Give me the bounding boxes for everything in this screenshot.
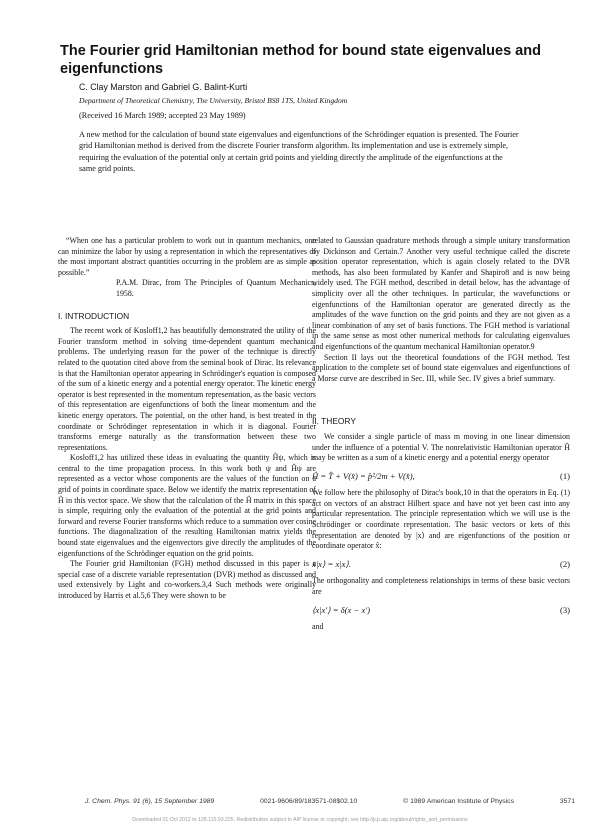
paragraph: We follow here the philosophy of Dirac's book,10 in that the operators in Eq. (1) act on vectors of an abstract Hilbert space and have not yet been cast into any particular representation. The principle representation which we will use is the Schrödinger or coordinate representation. The basic vectors or kets of this representation are denoted by |x⟩ and are eigenfunctions of the position or coordinate operator x̂:	[312, 488, 570, 551]
equation-2	[312, 559, 570, 570]
abstract: A new method for the calculation of bound state eigenvalues and eigenfunctions of the Schrödinger equation is presented. The Fourier grid Hamiltonian method is derived from the discrete Fourier transform algorithm. Its implementation and use is extremely simple, requiring the evaluation of the potential only at certain grid points and yielding directly the amplitude of the eigenfunctions at the same grid points.	[79, 130, 519, 173]
epigraph-quote: “When one has a particular problem to work out in quantum mechanics, one can minimize the labor by using a representation in which the representatives of the most important abstract quantities occurring in the problem are as simple as possible.”	[58, 236, 316, 277]
equation-1	[312, 471, 570, 482]
right-column	[312, 236, 570, 633]
epigraph-attribution: P.A.M. Dirac, from The Principles of Quantum Mechanics, 1958.	[116, 278, 316, 298]
equation-3-number: (3)	[559, 604, 570, 615]
equation-1-number: (1)	[559, 470, 570, 481]
paragraph: The Fourier grid Hamiltonian (FGH) method discussed in this paper is a special case of a discrete variable representation (DVR) method as discussed and used extensively by Light and co-workers.3,4 Such methods were originally introduced by Harris et al.5,6 They were shown to be	[58, 559, 316, 600]
paragraph: and	[312, 622, 324, 632]
paragraph: The recent work of Kosloff1,2 has beautifully demonstrated the utility of the Fourier transform method in solving time-dependent quantum mechanical problems. The underlying reason for the power of the technique is directly related to the quotation cited above from the seminal book of Dirac. Its relevance is that the Hamiltonian operator appearing in Schrödinger's equation is composed of the sum of a kinetic energy and a potential energy operator. The kinetic energy operator is best represented in the momentum representation, as the basic vectors of this representation are eigenfunctions of both the linear momentum and the kinetic energy operators. The potential, on the other hand, is best treated in the coordinate or Schrödinger representation in which it is diagonal. Fourier transforms emerge naturally as the transformation between these two representations.	[58, 326, 316, 452]
received-dates: (Received 16 March 1989; accepted 23 May 1989)	[79, 111, 246, 120]
paragraph: The orthogonality and completeness relationships in terms of these basic vectors are	[312, 576, 570, 597]
article-code: 0021-9606/89/183571-08$02.10	[260, 798, 358, 805]
authors: C. Clay Marston and Gabriel G. Balint-Kurti	[79, 82, 248, 92]
paper-title: The Fourier grid Hamiltonian method for bound state eigenvalues and eigenfunctions	[60, 43, 541, 77]
paragraph: Section II lays out the theoretical foundations of the FGH method. Test application to the complete set of bound state eigenvalues and eigenfunctions of a Morse curve are described in Sec. III, while Sec. IV gives a brief summary.	[312, 352, 570, 383]
page-number: 3571	[559, 798, 575, 805]
equation-1-body: Ĥ = T̂ + V(x̂) = p̂²/2m + V(x̂),	[312, 470, 415, 481]
journal-citation: J. Chem. Phys. 91 (6), 15 September 1989	[85, 798, 215, 805]
section-heading-theory: II. THEORY	[312, 416, 356, 427]
paragraph: We consider a single particle of mass m moving in one linear dimension under the influence of a potential V. The nonrelativistic Hamiltonian operator Ĥ may be written as a sum of a kinetic energy and a potential energy operator	[312, 431, 570, 463]
left-column	[58, 236, 316, 602]
equation-3-body: ⟨x|x′⟩ = δ(x − x′)	[312, 604, 370, 615]
affiliation: Department of Theoretical Chemistry, The University, Bristol BS8 1TS, United Kingdom	[79, 96, 348, 105]
download-notice: Downloaded 01 Oct 2012 to 128.110.93.225. Redistribution subject to AIP license or copyright; see http://jcp.aip.org/about/rights_and_permissions	[132, 817, 468, 823]
equation-3	[312, 605, 570, 616]
equation-2-number: (2)	[559, 558, 570, 569]
paragraph: related to Gaussian quadrature methods through a simple unitary transformation by Dickinson and Certain.7 Another very useful technique called the discrete position operator representation, which is again closely related to the DVR methods, has also been formulated by Kanfer and Shapiro8 and is now being widely used. The FGH method, described in detail below, has the advantage of simplicity over all the other techniques. In particular, the wavefunctions or eigenfunctions of the Hamiltonian operator are generated directly as the amplitudes of the wave function on the grid points and they are not given as a linear combination of any set of basis functions. The FGH method is variational in the same sense as most other numerical methods for calculating eigenvalues and eigenfunctions of the quantum mechanical Hamiltonian operator.9	[312, 236, 570, 351]
equation-2-body: x̂|x⟩ = x|x⟩.	[312, 558, 351, 569]
copyright: © 1989 American Institute of Physics	[403, 798, 514, 805]
paragraph: Kosloff1,2 has utilized these ideas in evaluating the quantity Ĥψ, which is central to the time propagation process. In this work both ψ and Ĥψ are represented as a vector whose components are the values of the function on a grid of points in coordinate space. Below we identify the matrix representation of Ĥ in this vector space. We show that the calculation of the Ĥ matrix in this space is simple, requiring only the evaluation of the potential at the grid points and forward and reverse Fourier transforms which reduce to a summation over cosine functions. The diagonalization of the resulting Hamiltonian matrix yields the bound state eigenvalues and the eigenvectors give directly the amplitudes of the eigenfunctions of the Schrödinger equation on the grid points.	[58, 453, 316, 558]
section-heading-introduction: I. INTRODUCTION	[58, 310, 130, 321]
page-footer	[85, 798, 575, 805]
